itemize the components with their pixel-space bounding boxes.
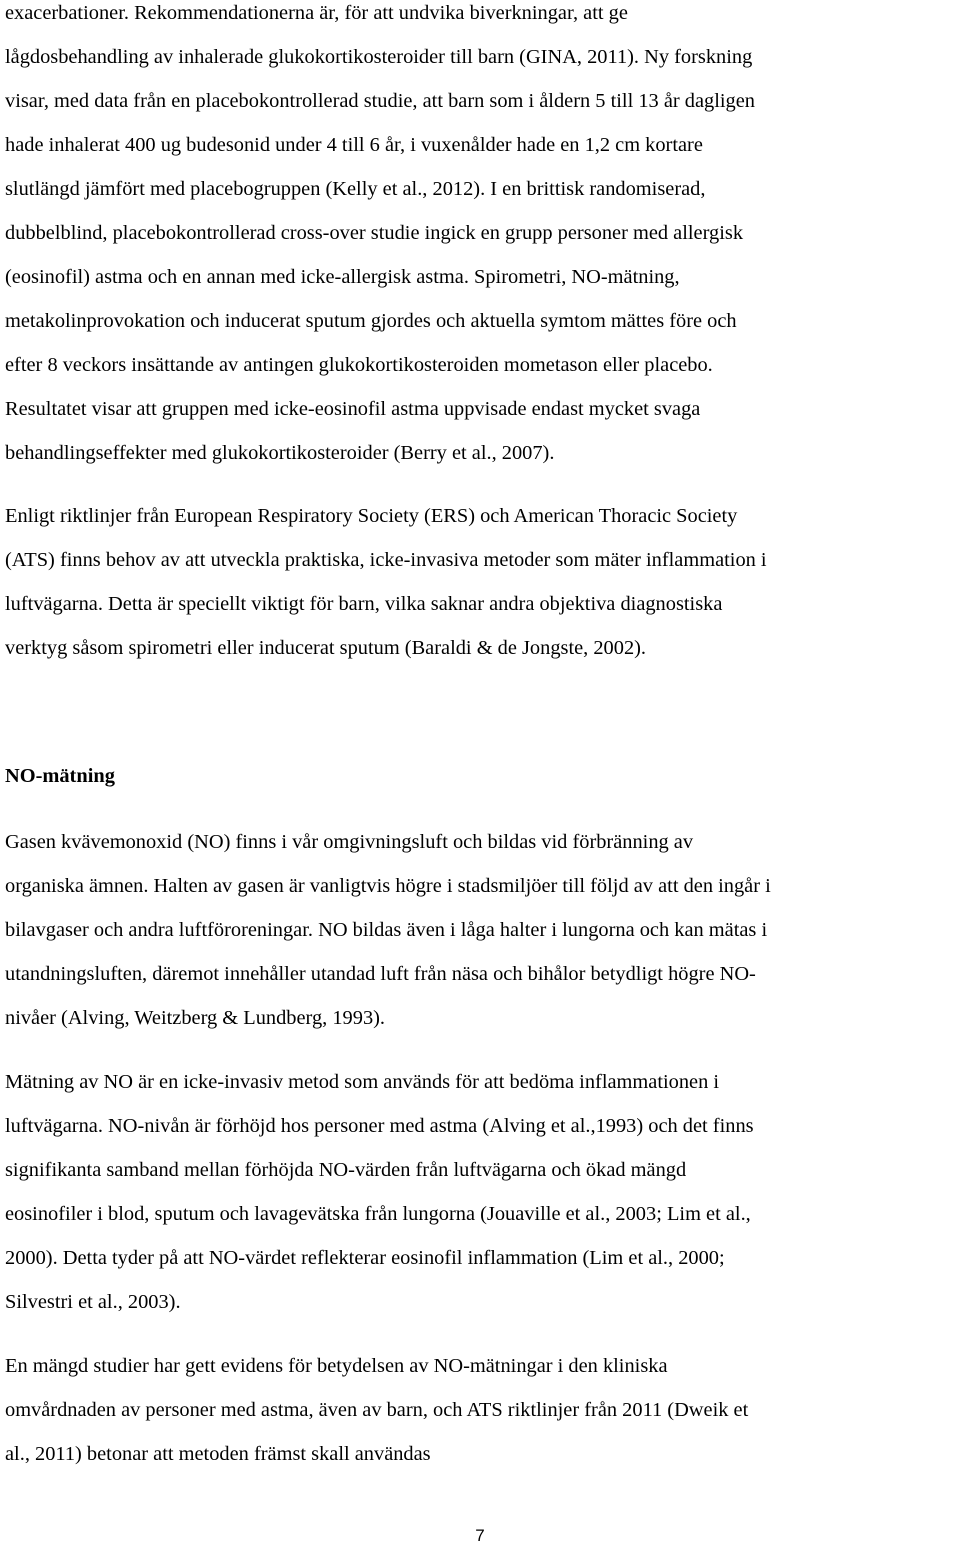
text-line: behandlingseffekter med glukokortikosteroider (Berry et al., 2007). (5, 442, 555, 464)
text-line: (ATS) finns behov av att utveckla praktiska, icke-invasiva metoder som mäter inflammation i (5, 549, 767, 571)
text-line: En mängd studier har gett evidens för betydelsen av NO-mätningar i den kliniska (5, 1355, 668, 1377)
text-line: efter 8 veckors insättande av antingen glukokortikosteroiden mometason eller placebo. (5, 354, 713, 376)
text-line: dubbelblind, placebokontrollerad cross-over studie ingick en grupp personer med allergisk (5, 222, 744, 244)
text-line: verktyg såsom spirometri eller inducerat sputum (Baraldi & de Jongste, 2002). (5, 637, 647, 659)
text-line: signifikanta samband mellan förhöjda NO-värden från luftvägarna och ökad mängd (5, 1159, 687, 1181)
text-line: Enligt riktlinjer från European Respiratory Society (ERS) och American Thoracic Society (5, 505, 738, 527)
text-line: Silvestri et al., 2003). (5, 1291, 181, 1313)
text-line: (eosinofil) astma och en annan med icke-allergisk astma. Spirometri, NO-mätning, (5, 266, 680, 288)
text-line: nivåer (Alving, Weitzberg & Lundberg, 1993). (5, 1007, 386, 1029)
paragraph-clinical-evidence (5, 1344, 960, 1476)
text-line: eosinofiler i blod, sputum och lavagevätska från lungorna (Jouaville et al., 2003; Lim et al., (5, 1203, 751, 1225)
text-line: lågdosbehandling av inhalerade glukokortikosteroider till barn (GINA, 2011). Ny forskning (5, 46, 753, 68)
section-heading: NO-mätning (5, 765, 115, 787)
paragraph-ers-ats-guidelines (5, 494, 960, 670)
text-line: Mätning av NO är en icke-invasiv metod som används för att bedöma inflammationen i (5, 1071, 720, 1093)
text-line: bilavgaser och andra luftföroreningar. NO bildas även i låga halter i lungorna och kan mätas i (5, 919, 768, 941)
text-line: exacerbationer. Rekommendationerna är, för att undvika biverkningar, att ge (5, 2, 628, 24)
text-line: Resultatet visar att gruppen med icke-eosinofil astma uppvisade endast mycket svaga (5, 398, 701, 420)
section-no-matning (5, 754, 960, 798)
text-line: Gasen kvävemonoxid (NO) finns i vår omgivningsluft och bildas vid förbränning av (5, 831, 694, 853)
paragraph-steroid-research (5, 0, 960, 475)
text-line: metakolinprovokation och inducerat sputum gjordes och aktuella symtom mättes före och (5, 310, 737, 332)
text-line: omvårdnaden av personer med astma, även av barn, och ATS riktlinjer från 2011 (Dweik et (5, 1399, 749, 1421)
text-line: 2000). Detta tyder på att NO-värdet reflekterar eosinofil inflammation (Lim et al., 2000; (5, 1247, 725, 1269)
text-line: organiska ämnen. Halten av gasen är vanligtvis högre i stadsmiljöer till följd av att den ingår i (5, 875, 771, 897)
text-line: luftvägarna. NO-nivån är förhöjd hos personer med astma (Alving et al.,1993) och det finns (5, 1115, 754, 1137)
paragraph-no-gas-intro (5, 820, 960, 1040)
paragraph-no-measurement (5, 1060, 960, 1324)
text-line: utandningsluften, däremot innehåller utandad luft från näsa och bihålor betydligt högre NO- (5, 963, 756, 985)
text-line: visar, med data från en placebokontrollerad studie, att barn som i åldern 5 till 13 år dagligen (5, 90, 755, 112)
text-line: slutlängd jämfört med placebogruppen (Kelly et al., 2012). I en brittisk randomiserad, (5, 178, 706, 200)
page-number: 7 (475, 1526, 485, 1545)
text-line: luftvägarna. Detta är speciellt viktigt för barn, vilka saknar andra objektiva diagnostiska (5, 593, 723, 615)
text-line: hade inhalerat 400 ug budesonid under 4 till 6 år, i vuxenålder hade en 1,2 cm kortare (5, 134, 703, 156)
text-line: al., 2011) betonar att metoden främst skall användas (5, 1443, 431, 1465)
